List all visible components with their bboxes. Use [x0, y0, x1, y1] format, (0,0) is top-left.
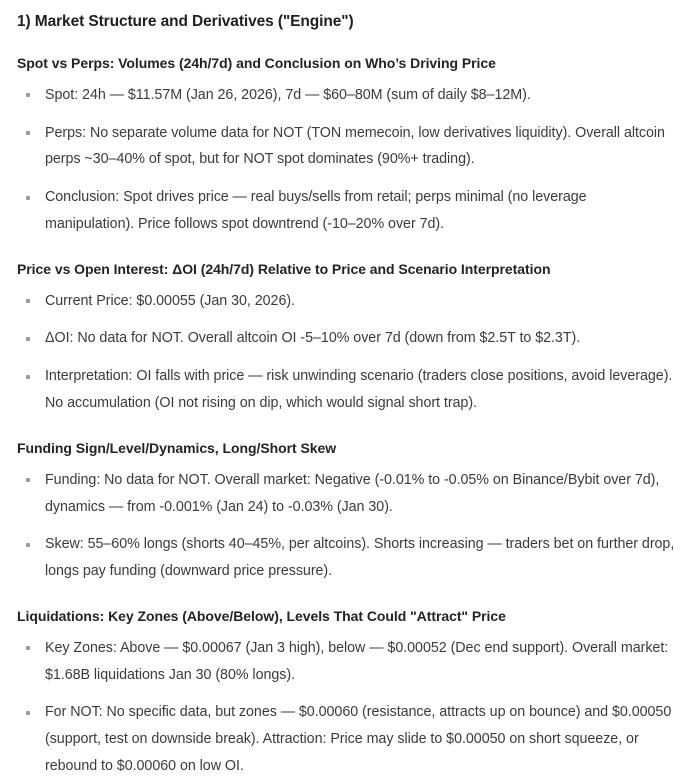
list-item — [24, 82, 684, 109]
list-item-text: Perps: No separate volume data for NOT (TON memecoin, low derivatives liquidity). Overall altcoin perps ~30–40% of spot, but for NOT spot dominates (90%+ trading). — [45, 124, 665, 168]
bullet-dot-icon — [26, 337, 30, 341]
list-item-text: Skew: 55–60% longs (shorts 40–45%, per altcoins). Shorts increasing — traders bet on further drop, longs pay funding (downward price pressure). — [45, 536, 675, 580]
list-item-text: For NOT: No specific data, but zones — $0.00060 (resistance, attracts up on bounce) and $0.00050 (support, test on downside break). Attraction: Price may slide to $0.00050 on short squeeze, or rebound to $0.00060 on low OI. — [45, 704, 672, 775]
list-item — [24, 531, 684, 585]
list-item-text: Funding: No data for NOT. Overall market: Negative (-0.01% to -0.05% on Binance/Bybit over 7d), dynamics — from -0.001% (Jan 24) to -0.03% (Jan 30). — [45, 471, 660, 515]
list-item — [24, 635, 684, 689]
section-price-vs-open-interest — [17, 260, 684, 417]
bullet-dot-icon — [26, 131, 30, 135]
list-item — [24, 699, 684, 779]
bullet-dot-icon — [26, 299, 30, 303]
list-item-text: Key Zones: Above — $0.00067 (Jan 3 high), below — $0.00052 (Dec end support). Overall market: $1.68B liquidations Jan 30 (80% longs). — [45, 639, 669, 683]
section-heading-price-vs-open-interest: Price vs Open Interest: ΔOI (24h/7d) Relative to Price and Scenario Interpretation — [17, 260, 551, 277]
list-item — [24, 120, 684, 174]
list-item — [24, 467, 684, 521]
section-funding-skew — [17, 439, 684, 585]
bullet-dot-icon — [26, 543, 30, 547]
bullet-dot-icon — [26, 196, 30, 200]
list-item — [24, 288, 684, 315]
bullet-list-liquidations — [17, 635, 684, 780]
list-item — [24, 184, 684, 238]
bullet-dot-icon — [26, 711, 30, 715]
list-item — [24, 363, 684, 417]
page-title: 1) Market Structure and Derivatives ("Engine") — [17, 13, 354, 30]
bullet-dot-icon — [26, 93, 30, 97]
section-spot-vs-perps — [17, 54, 684, 238]
section-liquidations — [17, 607, 684, 780]
bullet-dot-icon — [26, 478, 30, 482]
list-item-text: Spot: 24h — $11.57M (Jan 26, 2026), 7d — $60–80M (sum of daily $8–12M). — [45, 86, 531, 103]
list-item-text: Current Price: $0.00055 (Jan 30, 2026). — [45, 292, 295, 309]
bullet-list-price-vs-open-interest — [17, 288, 684, 417]
list-item-text: ΔOI: No data for NOT. Overall altcoin OI -5–10% over 7d (down from $2.5T to $2.3T). — [45, 330, 581, 347]
list-item-text: Conclusion: Spot drives price — real buys/sells from retail; perps minimal (no leverage manipulation). Price follows spot downtrend (-10–20% over 7d). — [45, 189, 587, 232]
bullet-dot-icon — [26, 375, 30, 379]
section-heading-funding-skew: Funding Sign/Level/Dynamics, Long/Short Skew — [17, 439, 337, 456]
bullet-list-funding-skew — [17, 467, 684, 585]
section-heading-spot-vs-perps: Spot vs Perps: Volumes (24h/7d) and Conclusion on Who’s Driving Price — [17, 54, 496, 71]
section-heading-liquidations: Liquidations: Key Zones (Above/Below), Levels That Could "Attract" Price — [17, 607, 506, 624]
list-item — [24, 325, 684, 352]
bullet-list-spot-vs-perps — [17, 82, 684, 238]
bullet-dot-icon — [26, 646, 30, 650]
list-item-text: Interpretation: OI falls with price — risk unwinding scenario (traders close positions, avoid leverage). No accumulation (OI not rising on dip, which would signal short trap). — [45, 368, 673, 412]
